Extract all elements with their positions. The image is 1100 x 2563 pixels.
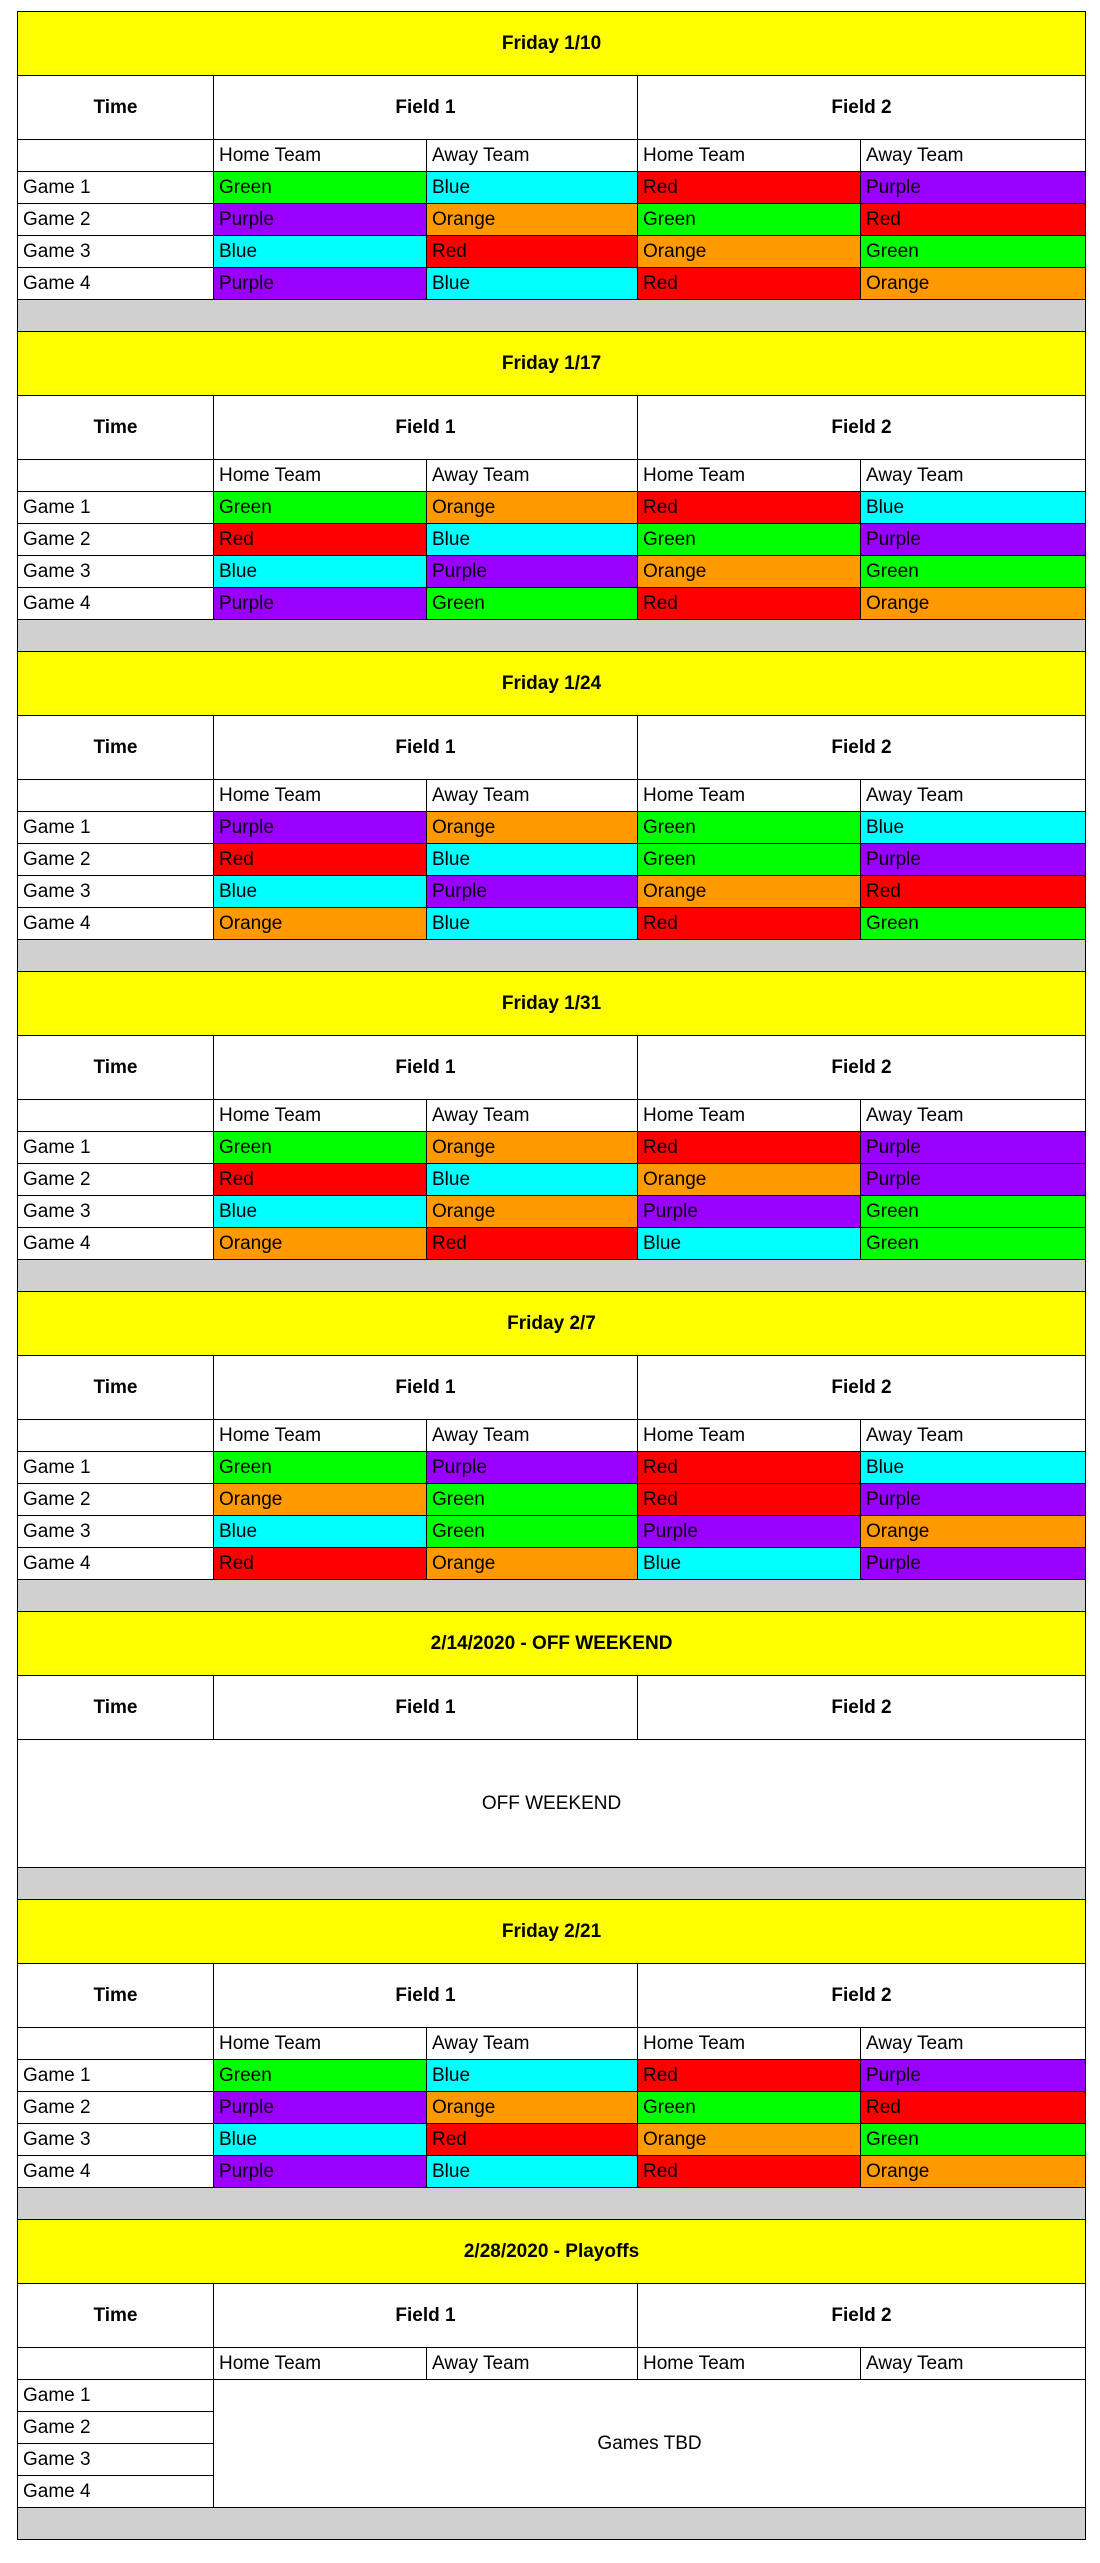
game-row bbox=[18, 1548, 1086, 1580]
team-cell-f1a: Purple bbox=[427, 876, 638, 908]
game-label: Game 1 bbox=[18, 1452, 214, 1484]
team-cell-f2a: Green bbox=[861, 236, 1086, 268]
field-header-row bbox=[18, 1676, 1086, 1740]
week-spacer-row bbox=[18, 1580, 1086, 1612]
spacer-cell bbox=[18, 2508, 1086, 2540]
field-1-header: Field 1 bbox=[214, 1964, 638, 2028]
home-team-header: Home Team bbox=[214, 1420, 427, 1452]
team-cell-f1a: Blue bbox=[427, 2156, 638, 2188]
game-row bbox=[18, 1132, 1086, 1164]
game-label: Game 1 bbox=[18, 2380, 214, 2412]
team-cell-f1h: Blue bbox=[214, 1516, 427, 1548]
game-label: Game 3 bbox=[18, 2124, 214, 2156]
game-row bbox=[18, 1452, 1086, 1484]
game-row bbox=[18, 492, 1086, 524]
away-team-header: Away Team bbox=[427, 140, 638, 172]
home-team-header: Home Team bbox=[638, 2348, 861, 2380]
time-header: Time bbox=[18, 1964, 214, 2028]
week-spacer-row bbox=[18, 940, 1086, 972]
team-cell-f1h: Blue bbox=[214, 1196, 427, 1228]
field-1-header: Field 1 bbox=[214, 716, 638, 780]
game-label: Game 4 bbox=[18, 268, 214, 300]
team-cell-f2a: Orange bbox=[861, 1516, 1086, 1548]
team-cell-f2a: Blue bbox=[861, 812, 1086, 844]
field-2-header: Field 2 bbox=[638, 76, 1086, 140]
team-cell-f2a: Purple bbox=[861, 2060, 1086, 2092]
game-label: Game 1 bbox=[18, 492, 214, 524]
week-date-row bbox=[18, 1292, 1086, 1356]
games-tbd-cell: Games TBD bbox=[214, 2380, 1086, 2508]
team-cell-f1h: Red bbox=[214, 524, 427, 556]
home-team-header: Home Team bbox=[638, 1420, 861, 1452]
game-label: Game 3 bbox=[18, 556, 214, 588]
team-cell-f2h: Orange bbox=[638, 1164, 861, 1196]
team-cell-f1a: Purple bbox=[427, 1452, 638, 1484]
week-spacer-row bbox=[18, 1260, 1086, 1292]
team-subheader-row bbox=[18, 140, 1086, 172]
away-team-header: Away Team bbox=[861, 2028, 1086, 2060]
away-team-header: Away Team bbox=[427, 1420, 638, 1452]
game-label: Game 4 bbox=[18, 1228, 214, 1260]
schedule-sheet bbox=[17, 11, 1085, 2540]
game-label: Game 2 bbox=[18, 524, 214, 556]
team-cell-f1a: Green bbox=[427, 588, 638, 620]
home-team-header: Home Team bbox=[214, 1100, 427, 1132]
game-row bbox=[18, 268, 1086, 300]
team-cell-f1h: Purple bbox=[214, 268, 427, 300]
team-cell-f1a: Orange bbox=[427, 1196, 638, 1228]
field-1-header: Field 1 bbox=[214, 1676, 638, 1740]
team-cell-f2h: Red bbox=[638, 1452, 861, 1484]
spacer-cell bbox=[18, 1580, 1086, 1612]
field-header-row bbox=[18, 716, 1086, 780]
away-team-header: Away Team bbox=[427, 1100, 638, 1132]
game-label: Game 4 bbox=[18, 2476, 214, 2508]
team-cell-f2h: Green bbox=[638, 204, 861, 236]
game-row bbox=[18, 2060, 1086, 2092]
team-cell-f2h: Red bbox=[638, 2156, 861, 2188]
empty-label-cell bbox=[18, 1100, 214, 1132]
home-team-header: Home Team bbox=[214, 780, 427, 812]
game-label: Game 2 bbox=[18, 1164, 214, 1196]
game-row bbox=[18, 2156, 1086, 2188]
game-label: Game 2 bbox=[18, 204, 214, 236]
game-row bbox=[18, 204, 1086, 236]
week-date-row bbox=[18, 332, 1086, 396]
team-cell-f1h: Blue bbox=[214, 876, 427, 908]
team-cell-f1h: Green bbox=[214, 2060, 427, 2092]
team-cell-f1a: Red bbox=[427, 1228, 638, 1260]
empty-label-cell bbox=[18, 1420, 214, 1452]
team-cell-f1h: Purple bbox=[214, 2092, 427, 2124]
game-label: Game 1 bbox=[18, 812, 214, 844]
game-row bbox=[18, 2092, 1086, 2124]
field-header-row bbox=[18, 1356, 1086, 1420]
game-row bbox=[18, 524, 1086, 556]
field-2-header: Field 2 bbox=[638, 716, 1086, 780]
team-cell-f1a: Green bbox=[427, 1516, 638, 1548]
team-cell-f1a: Blue bbox=[427, 172, 638, 204]
field-2-header: Field 2 bbox=[638, 1036, 1086, 1100]
team-cell-f1a: Orange bbox=[427, 812, 638, 844]
team-cell-f2h: Red bbox=[638, 172, 861, 204]
team-cell-f2h: Orange bbox=[638, 876, 861, 908]
off-weekend-row bbox=[18, 1740, 1086, 1868]
game-row bbox=[18, 556, 1086, 588]
team-cell-f1a: Orange bbox=[427, 1132, 638, 1164]
off-weekend-text: OFF WEEKEND bbox=[18, 1740, 1086, 1868]
team-cell-f1h: Green bbox=[214, 1452, 427, 1484]
game-label: Game 4 bbox=[18, 588, 214, 620]
team-cell-f1a: Orange bbox=[427, 204, 638, 236]
team-cell-f2a: Purple bbox=[861, 1132, 1086, 1164]
home-team-header: Home Team bbox=[638, 140, 861, 172]
team-subheader-row bbox=[18, 460, 1086, 492]
away-team-header: Away Team bbox=[861, 2348, 1086, 2380]
team-cell-f2h: Red bbox=[638, 492, 861, 524]
team-cell-f1h: Blue bbox=[214, 2124, 427, 2156]
team-cell-f2a: Orange bbox=[861, 588, 1086, 620]
game-row bbox=[18, 1196, 1086, 1228]
home-team-header: Home Team bbox=[214, 460, 427, 492]
field-1-header: Field 1 bbox=[214, 2284, 638, 2348]
team-cell-f1h: Purple bbox=[214, 812, 427, 844]
game-label: Game 4 bbox=[18, 908, 214, 940]
week-spacer-row bbox=[18, 300, 1086, 332]
spacer-cell bbox=[18, 1868, 1086, 1900]
team-cell-f2a: Green bbox=[861, 1196, 1086, 1228]
team-cell-f1a: Orange bbox=[427, 492, 638, 524]
week-spacer-row bbox=[18, 620, 1086, 652]
team-cell-f2a: Orange bbox=[861, 268, 1086, 300]
home-team-header: Home Team bbox=[214, 2348, 427, 2380]
game-row bbox=[18, 1164, 1086, 1196]
team-cell-f2a: Purple bbox=[861, 1164, 1086, 1196]
week-date-row bbox=[18, 972, 1086, 1036]
team-cell-f1a: Blue bbox=[427, 908, 638, 940]
game-label: Game 1 bbox=[18, 2060, 214, 2092]
away-team-header: Away Team bbox=[861, 1100, 1086, 1132]
team-cell-f1h: Purple bbox=[214, 2156, 427, 2188]
away-team-header: Away Team bbox=[861, 1420, 1086, 1452]
team-subheader-row bbox=[18, 1420, 1086, 1452]
team-cell-f1h: Green bbox=[214, 1132, 427, 1164]
week-date-row bbox=[18, 1612, 1086, 1676]
team-cell-f2h: Blue bbox=[638, 1228, 861, 1260]
team-cell-f1h: Blue bbox=[214, 556, 427, 588]
home-team-header: Home Team bbox=[638, 780, 861, 812]
team-cell-f2a: Orange bbox=[861, 2156, 1086, 2188]
team-cell-f2h: Green bbox=[638, 812, 861, 844]
away-team-header: Away Team bbox=[861, 140, 1086, 172]
spacer-cell bbox=[18, 300, 1086, 332]
team-cell-f2a: Red bbox=[861, 876, 1086, 908]
week-spacer-row bbox=[18, 2188, 1086, 2220]
team-cell-f2h: Green bbox=[638, 844, 861, 876]
field-2-header: Field 2 bbox=[638, 1356, 1086, 1420]
team-cell-f1a: Purple bbox=[427, 556, 638, 588]
game-row bbox=[18, 1484, 1086, 1516]
spacer-cell bbox=[18, 2188, 1086, 2220]
week-date-row bbox=[18, 652, 1086, 716]
team-cell-f2a: Green bbox=[861, 556, 1086, 588]
game-label: Game 2 bbox=[18, 1484, 214, 1516]
schedule-table bbox=[17, 11, 1086, 2540]
game-row bbox=[18, 908, 1086, 940]
time-header: Time bbox=[18, 1676, 214, 1740]
game-label: Game 3 bbox=[18, 876, 214, 908]
team-subheader-row bbox=[18, 1100, 1086, 1132]
game-label: Game 2 bbox=[18, 844, 214, 876]
team-cell-f2a: Purple bbox=[861, 1484, 1086, 1516]
team-cell-f2h: Red bbox=[638, 588, 861, 620]
away-team-header: Away Team bbox=[861, 460, 1086, 492]
game-row bbox=[18, 876, 1086, 908]
week-date-title: 2/28/2020 - Playoffs bbox=[18, 2220, 1086, 2284]
field-1-header: Field 1 bbox=[214, 76, 638, 140]
week-date-title: Friday 1/10 bbox=[18, 12, 1086, 76]
week-date-title: Friday 2/21 bbox=[18, 1900, 1086, 1964]
team-cell-f2a: Red bbox=[861, 204, 1086, 236]
time-header: Time bbox=[18, 716, 214, 780]
team-cell-f1h: Green bbox=[214, 172, 427, 204]
team-cell-f2a: Green bbox=[861, 908, 1086, 940]
team-cell-f1a: Red bbox=[427, 2124, 638, 2156]
field-2-header: Field 2 bbox=[638, 1964, 1086, 2028]
team-cell-f1h: Red bbox=[214, 1164, 427, 1196]
game-label: Game 3 bbox=[18, 1516, 214, 1548]
week-date-title: Friday 1/17 bbox=[18, 332, 1086, 396]
home-team-header: Home Team bbox=[638, 2028, 861, 2060]
team-cell-f1a: Blue bbox=[427, 1164, 638, 1196]
team-cell-f1a: Red bbox=[427, 236, 638, 268]
game-row bbox=[18, 172, 1086, 204]
team-cell-f2h: Green bbox=[638, 2092, 861, 2124]
away-team-header: Away Team bbox=[427, 2028, 638, 2060]
week-date-title: Friday 1/31 bbox=[18, 972, 1086, 1036]
time-header: Time bbox=[18, 396, 214, 460]
team-cell-f2a: Blue bbox=[861, 492, 1086, 524]
team-cell-f1h: Purple bbox=[214, 588, 427, 620]
game-label: Game 4 bbox=[18, 2156, 214, 2188]
team-cell-f2a: Green bbox=[861, 1228, 1086, 1260]
team-cell-f1h: Green bbox=[214, 492, 427, 524]
home-team-header: Home Team bbox=[638, 460, 861, 492]
game-row bbox=[18, 812, 1086, 844]
team-subheader-row bbox=[18, 780, 1086, 812]
game-label: Game 2 bbox=[18, 2092, 214, 2124]
team-cell-f1h: Red bbox=[214, 844, 427, 876]
spacer-cell bbox=[18, 1260, 1086, 1292]
team-cell-f2h: Purple bbox=[638, 1516, 861, 1548]
team-cell-f1h: Blue bbox=[214, 236, 427, 268]
field-2-header: Field 2 bbox=[638, 396, 1086, 460]
empty-label-cell bbox=[18, 140, 214, 172]
game-label: Game 3 bbox=[18, 2444, 214, 2476]
field-1-header: Field 1 bbox=[214, 1356, 638, 1420]
home-team-header: Home Team bbox=[214, 2028, 427, 2060]
team-cell-f1h: Orange bbox=[214, 1228, 427, 1260]
team-cell-f1h: Purple bbox=[214, 204, 427, 236]
team-cell-f1h: Orange bbox=[214, 1484, 427, 1516]
spacer-cell bbox=[18, 620, 1086, 652]
field-1-header: Field 1 bbox=[214, 396, 638, 460]
field-header-row bbox=[18, 76, 1086, 140]
team-cell-f2a: Purple bbox=[861, 172, 1086, 204]
game-row bbox=[18, 2380, 1086, 2412]
team-cell-f1a: Blue bbox=[427, 844, 638, 876]
team-cell-f1a: Blue bbox=[427, 268, 638, 300]
game-row bbox=[18, 236, 1086, 268]
empty-label-cell bbox=[18, 460, 214, 492]
team-cell-f2h: Red bbox=[638, 2060, 861, 2092]
game-label: Game 4 bbox=[18, 1548, 214, 1580]
field-header-row bbox=[18, 1036, 1086, 1100]
team-cell-f2h: Orange bbox=[638, 236, 861, 268]
away-team-header: Away Team bbox=[427, 2348, 638, 2380]
empty-label-cell bbox=[18, 2028, 214, 2060]
team-cell-f2a: Blue bbox=[861, 1452, 1086, 1484]
field-header-row bbox=[18, 396, 1086, 460]
team-cell-f2h: Green bbox=[638, 524, 861, 556]
home-team-header: Home Team bbox=[638, 1100, 861, 1132]
team-cell-f2a: Red bbox=[861, 2092, 1086, 2124]
team-cell-f2a: Purple bbox=[861, 1548, 1086, 1580]
game-label: Game 1 bbox=[18, 172, 214, 204]
time-header: Time bbox=[18, 1356, 214, 1420]
spacer-cell bbox=[18, 940, 1086, 972]
team-cell-f1a: Orange bbox=[427, 1548, 638, 1580]
team-cell-f2h: Purple bbox=[638, 1196, 861, 1228]
game-label: Game 3 bbox=[18, 1196, 214, 1228]
game-label: Game 1 bbox=[18, 1132, 214, 1164]
field-2-header: Field 2 bbox=[638, 1676, 1086, 1740]
week-date-row bbox=[18, 2220, 1086, 2284]
team-cell-f2h: Red bbox=[638, 908, 861, 940]
away-team-header: Away Team bbox=[427, 780, 638, 812]
week-date-row bbox=[18, 1900, 1086, 1964]
team-cell-f2a: Purple bbox=[861, 844, 1086, 876]
game-label: Game 2 bbox=[18, 2412, 214, 2444]
time-header: Time bbox=[18, 2284, 214, 2348]
week-date-row bbox=[18, 12, 1086, 76]
team-cell-f1a: Orange bbox=[427, 2092, 638, 2124]
time-header: Time bbox=[18, 76, 214, 140]
team-cell-f2h: Red bbox=[638, 1132, 861, 1164]
game-row bbox=[18, 1228, 1086, 1260]
team-subheader-row bbox=[18, 2348, 1086, 2380]
away-team-header: Away Team bbox=[427, 460, 638, 492]
week-spacer-row bbox=[18, 1868, 1086, 1900]
team-cell-f2a: Purple bbox=[861, 524, 1086, 556]
team-cell-f2a: Green bbox=[861, 2124, 1086, 2156]
team-subheader-row bbox=[18, 2028, 1086, 2060]
team-cell-f2h: Orange bbox=[638, 2124, 861, 2156]
team-cell-f1a: Blue bbox=[427, 524, 638, 556]
game-label: Game 3 bbox=[18, 236, 214, 268]
field-1-header: Field 1 bbox=[214, 1036, 638, 1100]
team-cell-f1a: Green bbox=[427, 1484, 638, 1516]
team-cell-f1a: Blue bbox=[427, 2060, 638, 2092]
time-header: Time bbox=[18, 1036, 214, 1100]
team-cell-f1h: Red bbox=[214, 1548, 427, 1580]
away-team-header: Away Team bbox=[861, 780, 1086, 812]
week-spacer-row bbox=[18, 2508, 1086, 2540]
home-team-header: Home Team bbox=[214, 140, 427, 172]
week-date-title: Friday 2/7 bbox=[18, 1292, 1086, 1356]
team-cell-f2h: Red bbox=[638, 268, 861, 300]
game-row bbox=[18, 588, 1086, 620]
field-2-header: Field 2 bbox=[638, 2284, 1086, 2348]
week-date-title: 2/14/2020 - OFF WEEKEND bbox=[18, 1612, 1086, 1676]
game-row bbox=[18, 844, 1086, 876]
team-cell-f2h: Blue bbox=[638, 1548, 861, 1580]
game-row bbox=[18, 2124, 1086, 2156]
empty-label-cell bbox=[18, 2348, 214, 2380]
field-header-row bbox=[18, 1964, 1086, 2028]
team-cell-f2h: Orange bbox=[638, 556, 861, 588]
empty-label-cell bbox=[18, 780, 214, 812]
week-date-title: Friday 1/24 bbox=[18, 652, 1086, 716]
team-cell-f2h: Red bbox=[638, 1484, 861, 1516]
team-cell-f1h: Orange bbox=[214, 908, 427, 940]
field-header-row bbox=[18, 2284, 1086, 2348]
game-row bbox=[18, 1516, 1086, 1548]
